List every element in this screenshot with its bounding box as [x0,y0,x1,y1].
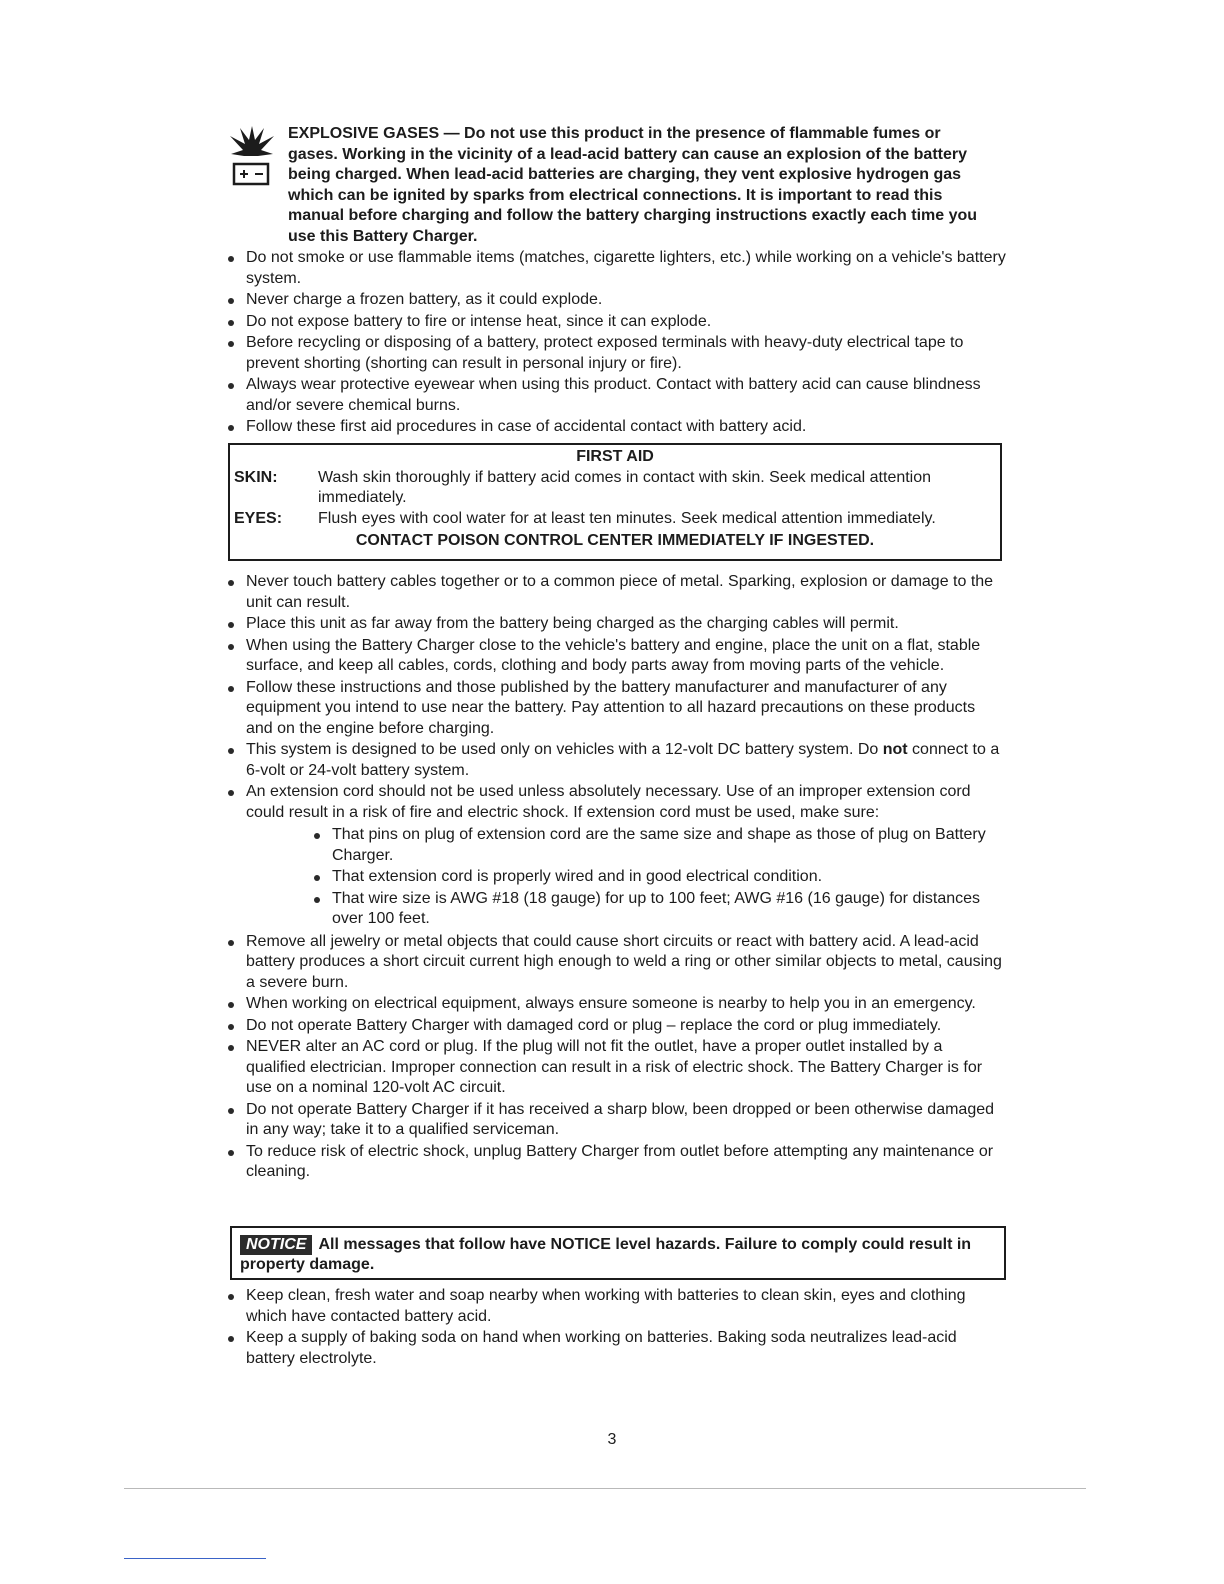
notice-box [230,1226,1006,1280]
list-item: Place this unit as far away from the battery being charged as the charging cables will permit. [226,614,1006,635]
page-number: 3 [607,1431,617,1448]
eyes-text: Flush eyes with cool water for at least ten minutes. Seek medical attention immediately. [318,509,936,527]
list-item-system [226,740,1006,781]
skin-label: SKIN: [234,468,278,486]
notice-badge: NOTICE [240,1235,312,1255]
sublist-item: That extension cord is properly wired and in good electrical condition. [312,867,1006,888]
list-item: Never charge a frozen battery, as it could explode. [226,290,1006,311]
list-item: Keep a supply of baking soda on hand when working on batteries. Baking soda neutralizes lead-acid battery electrolyte. [226,1328,1006,1369]
list-item: NEVER alter an AC cord or plug. If the plug will not fit the outlet, have a proper outlet installed by a qualified electrician. Improper connection can result in a risk of electric shock. The Battery Charger is for use on a nominal 120-volt AC circuit. [226,1037,1006,1099]
footer-link-underline [124,1558,266,1559]
list-item: Do not operate Battery Charger if it has received a sharp blow, been dropped or been otherwise damaged in any way; take it to a qualified serviceman. [226,1100,1006,1141]
extension-cord-text: An extension cord should not be used unless absolutely necessary. Use of an improper extension cord could result in a risk of fire and electric shock. If extension cord must be used, make sure: [246,783,971,821]
system-text-not: not [882,741,908,758]
list-item: When working on electrical equipment, always ensure someone is nearby to help you in an emergency. [226,994,1006,1015]
list-item: To reduce risk of electric shock, unplug Battery Charger from outlet before attempting any maintenance or cleaning. [226,1142,1006,1183]
footer-divider [124,1488,1086,1489]
list-item: Never touch battery cables together or to a common piece of metal. Sparking, explosion or damage to the unit can result. [226,572,1006,613]
extension-cord-sublist [246,825,1006,930]
list-item: Follow these first aid procedures in case of accidental contact with battery acid. [226,417,1006,438]
safety-list-continued [226,572,1006,1184]
warning-text: EXPLOSIVE GASES — Do not use this product in the presence of flammable fumes or gases. Working in the vicinity of a lead-acid battery can cause an explosion of the battery being charged. When lead-acid batteries are charging, they vent explosive hydrogen gas which can be ignited by sparks from electrical connections. It is important to read this manual before charging and follow the battery charging instructions exactly each time you use this Battery Charger. [288,125,978,245]
list-item-extension-cord [226,782,1006,930]
notice-text: All messages that follow have NOTICE level hazards. Failure to comply could result in property damage. [240,1236,972,1273]
safety-list [226,248,1006,439]
list-item: Do not smoke or use flammable items (matches, cigarette lighters, etc.) while working on a vehicle's battery system. [226,248,1006,289]
list-item: Remove all jewelry or metal objects that could cause short circuits or react with battery acid. A lead-acid battery produces a short circuit current high enough to weld a ring or other similar objects to metal, causing a severe burn. [226,932,1006,994]
sublist-item: That pins on plug of extension cord are the same size and shape as those of plug on Battery Charger. [312,825,1006,866]
first-aid-skin-row [230,468,1000,509]
list-item: Follow these instructions and those published by the battery manufacturer and manufacturer of any equipment you intend to use near the battery. Pay attention to all hazard precautions on these products and on the engine before charging. [226,678,1006,740]
list-item: Before recycling or disposing of a battery, protect exposed terminals with heavy-duty electrical tape to prevent shorting (shorting can result in personal injury or fire). [226,333,1006,374]
list-item: When using the Battery Charger close to the vehicle's battery and engine, place the unit on a flat, stable surface, and keep all cables, cords, clothing and body parts away from moving parts of the vehicle. [226,636,1006,677]
poison-control-notice: CONTACT POISON CONTROL CENTER IMMEDIATELY IF INGESTED. [355,532,875,549]
list-item: Do not operate Battery Charger with damaged cord or plug – replace the cord or plug immediately. [226,1016,1006,1037]
eyes-label: EYES: [234,509,283,527]
list-item: Keep clean, fresh water and soap nearby when working with batteries to clean skin, eyes and clothing which have contacted battery acid. [226,1286,1006,1327]
system-text-start: This system is designed to be used only on vehicles with a 12-volt DC battery system. Do [246,741,883,758]
list-item: Always wear protective eyewear when using this product. Contact with battery acid can cause blindness and/or severe chemical burns. [226,375,1006,416]
first-aid-box [228,443,1002,561]
notice-list [226,1286,1006,1370]
skin-text: Wash skin thoroughly if battery acid comes in contact with skin. Seek medical attention immediately. [318,468,932,506]
system-text-end: connect to a 6-volt or 24-volt battery system. [246,741,1000,779]
first-aid-eyes-row [230,509,1000,530]
sublist-item: That wire size is AWG #18 (18 gauge) for up to 100 feet; AWG #16 (16 gauge) for distances over 100 feet. [312,889,1006,930]
list-item: Do not expose battery to fire or intense heat, since it can explode. [226,312,1006,333]
first-aid-title: FIRST AID [576,448,654,465]
explosion-battery-icon [228,124,276,188]
